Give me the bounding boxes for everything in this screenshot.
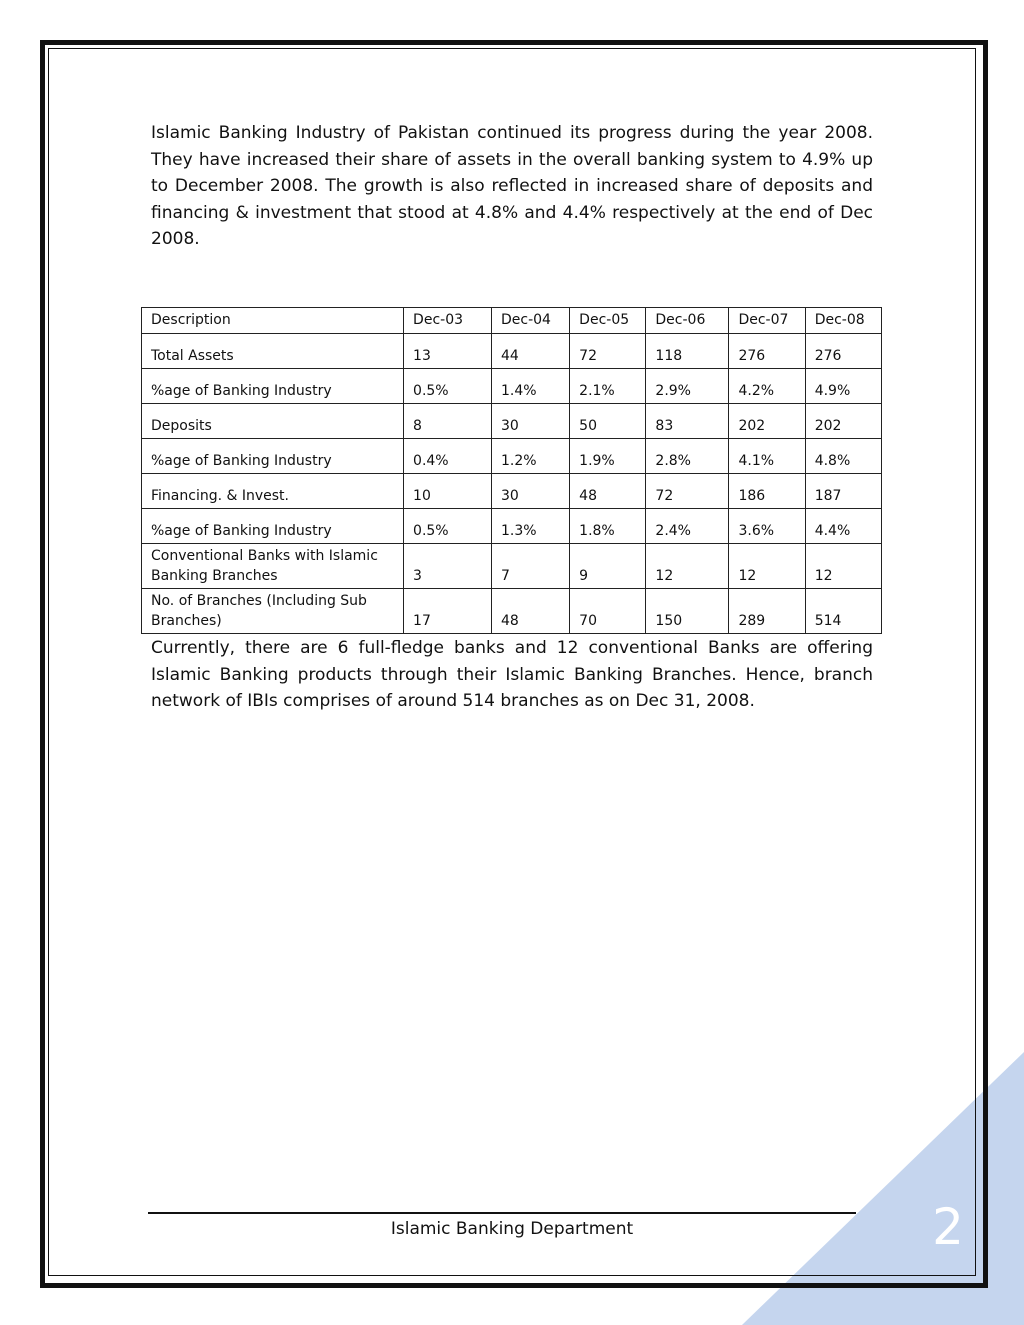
table-row [142, 474, 882, 509]
table-cell: 0.5% [404, 509, 492, 544]
table-cell: 7 [491, 544, 569, 589]
table-cell: 0.4% [404, 439, 492, 474]
table-cell: 276 [805, 334, 881, 369]
table-cell: 1.2% [491, 439, 569, 474]
table-cell: 70 [570, 589, 646, 634]
table-cell: 12 [729, 544, 805, 589]
table-cell: %age of Banking Industry [142, 509, 404, 544]
islamic-banking-table [141, 307, 882, 634]
table-cell: 13 [404, 334, 492, 369]
table-cell: 9 [570, 544, 646, 589]
table-row [142, 404, 882, 439]
table-cell: 12 [805, 544, 881, 589]
table-cell: %age of Banking Industry [142, 369, 404, 404]
page-number: 2 [932, 1198, 964, 1256]
table-cell: 118 [646, 334, 729, 369]
table-header-cell: Description [142, 308, 404, 334]
table-cell: 289 [729, 589, 805, 634]
table-cell: 514 [805, 589, 881, 634]
table-header-cell: Dec-06 [646, 308, 729, 334]
table-cell: 2.4% [646, 509, 729, 544]
intro-paragraph: Islamic Banking Industry of Pakistan continued its progress during the year 2008. They have increased their share of assets in the overall banking system to 4.9% up to December 2008. The growth is also reflected in increased share of deposits and financing & investment that stood at 4.8% and 4.4% respectively at the end of Dec 2008. [151, 123, 873, 250]
table-cell: 12 [646, 544, 729, 589]
table-cell: 72 [646, 474, 729, 509]
table-cell: 0.5% [404, 369, 492, 404]
table-cell: %age of Banking Industry [142, 439, 404, 474]
table-cell: 8 [404, 404, 492, 439]
table-cell: 2.1% [570, 369, 646, 404]
table-row [142, 369, 882, 404]
table-cell: 202 [805, 404, 881, 439]
table-cell: 30 [491, 404, 569, 439]
table-cell: Financing. & Invest. [142, 474, 404, 509]
table-cell: 2.9% [646, 369, 729, 404]
footer-department: Islamic Banking Department [390, 1219, 634, 1239]
table-cell: 4.8% [805, 439, 881, 474]
table-cell: 44 [491, 334, 569, 369]
table-cell: 2.8% [646, 439, 729, 474]
table-cell: 48 [491, 589, 569, 634]
table-header-cell: Dec-08 [805, 308, 881, 334]
table-cell: Conventional Banks with Islamic Banking Branches [142, 544, 404, 589]
table-cell: 48 [570, 474, 646, 509]
table-cell: 276 [729, 334, 805, 369]
table-cell: 10 [404, 474, 492, 509]
table-cell: 187 [805, 474, 881, 509]
table-cell: 50 [570, 404, 646, 439]
table-cell: Total Assets [142, 334, 404, 369]
table-cell: 1.9% [570, 439, 646, 474]
table-cell: 1.8% [570, 509, 646, 544]
table-cell: 4.4% [805, 509, 881, 544]
table-cell: 186 [729, 474, 805, 509]
table-cell: 4.2% [729, 369, 805, 404]
table-cell: 30 [491, 474, 569, 509]
table-cell: 3 [404, 544, 492, 589]
table-header-cell: Dec-07 [729, 308, 805, 334]
table-header-cell: Dec-04 [491, 308, 569, 334]
table-cell: 4.9% [805, 369, 881, 404]
table-cell: 1.4% [491, 369, 569, 404]
footer-rule [148, 1212, 856, 1214]
table-row [142, 334, 882, 369]
table-cell: 17 [404, 589, 492, 634]
table-cell: 1.3% [491, 509, 569, 544]
table-cell: 150 [646, 589, 729, 634]
table-cell: 4.1% [729, 439, 805, 474]
table-row [142, 589, 882, 634]
table-header-cell: Dec-03 [404, 308, 492, 334]
closing-paragraph: Currently, there are 6 full-fledge banks and 12 conventional Banks are offering Islamic Banking products through their Islamic Banking Branches. Hence, branch network of IBIs comprises of around 514 branches as on Dec 31, 2008. [151, 638, 873, 712]
table-header-cell: Dec-05 [570, 308, 646, 334]
table-cell: No. of Branches (Including Sub Branches) [142, 589, 404, 634]
table-cell: Deposits [142, 404, 404, 439]
table-row [142, 509, 882, 544]
table-row [142, 439, 882, 474]
table-cell: 83 [646, 404, 729, 439]
table-cell: 202 [729, 404, 805, 439]
table-header-row [142, 308, 882, 334]
table-row [142, 544, 882, 589]
table-cell: 72 [570, 334, 646, 369]
table-cell: 3.6% [729, 509, 805, 544]
